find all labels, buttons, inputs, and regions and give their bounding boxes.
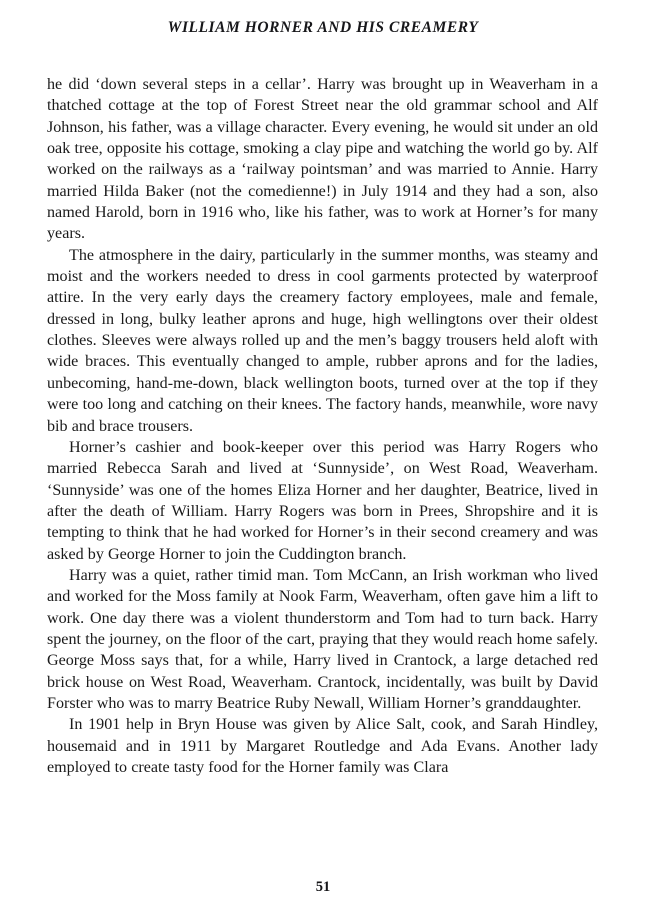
body-text-block: [47, 74, 598, 778]
paragraph: Harry was a quiet, rather timid man. Tom McCann, an Irish workman who lived and worked for the Moss family at Nook Farm, Weaverham, often gave him a lift to work. One day there was a violent thunderstorm and Tom had to turn back. Harry spent the journey, on the floor of the cart, praying that they would reach home safely. George Moss says that, for a while, Harry lived in Crantock, a large detached red brick house on West Road, Weaverham. Crantock, incidentally, was built by David Forster who was to marry Beatrice Ruby Newall, William Horner’s granddaughter.: [47, 566, 598, 712]
page-number: 51: [315, 879, 331, 895]
paragraph: Horner’s cashier and book-keeper over this period was Harry Rogers who married Rebecca Sarah and lived at ‘Sunnyside’, on West Road, Weaverham. ‘Sunnyside’ was one of the homes Eliza Horner and her daughter, Beatrice, lived in after the death of William. Harry Rogers was born in Prees, Shropshire and it is tempting to think that he had worked for Horner’s in their second creamery and was asked by George Horner to join the Cuddington branch.: [47, 438, 598, 563]
paragraph: he did ‘down several steps in a cellar’. Harry was brought up in Weaverham in a thatched cottage at the top of Forest Street near the old grammar school and Alf Johnson, his father, was a village character. Every evening, he would sit under an old oak tree, opposite his cottage, smoking a clay pipe and watching the world go by. Alf worked on the railways as a ‘railway pointsman’ and was married to Annie. Harry married Hilda Baker (not the comedienne!) in July 1914 and they had a son, also named Harold, born in 1916 who, like his father, was to work at Horner’s for many years.: [47, 76, 598, 243]
paragraph: The atmosphere in the dairy, particularly in the summer months, was steamy and moist and the workers needed to dress in cool garments protected by waterproof attire. In the very early days the creamery factory employees, male and female, dressed in long, bulky leather aprons and huge, high wellingtons over their oldest clothes. Sleeves were always rolled up and the men’s baggy trousers held aloft with wide braces. This eventually changed to ample, rubber aprons and for the ladies, unbecoming, hand-me-down, black wellington boots, turned over at the top if they were too long and catching on their knees. The factory hands, meanwhile, wore navy bib and brace trousers.: [47, 246, 598, 435]
paragraph: In 1901 help in Bryn House was given by Alice Salt, cook, and Sarah Hindley, housemaid and in 1911 by Margaret Routledge and Ada Evans. Another lady employed to create tasty food for the Horner family was Clara: [47, 716, 598, 776]
running-header: WILLIAM HORNER AND HIS CREAMERY: [167, 19, 479, 36]
